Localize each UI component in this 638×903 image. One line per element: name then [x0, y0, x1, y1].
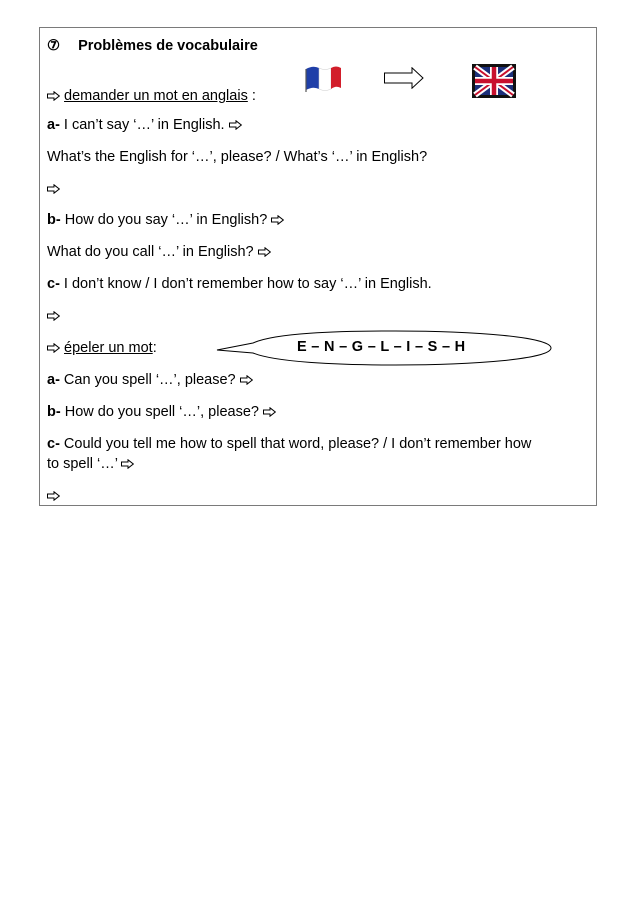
- ask-c-text: I don’t know / I don’t remember how to say ‘…’ in English.: [59, 276, 432, 292]
- french-flag-icon: [303, 63, 343, 93]
- ask-b-prefix: b-: [47, 212, 61, 228]
- ask-line-b: [47, 211, 284, 229]
- spell-b-prefix: b-: [47, 404, 61, 420]
- ask-line-a2: What’s the English for ‘…’, please? / What’s ‘…’ in English?: [47, 149, 428, 165]
- ask-word-label: demander un mot en anglais: [64, 88, 248, 104]
- ask-a-prefix: a-: [47, 117, 60, 133]
- ask-b2-text: What do you call ‘…’ in English?: [47, 244, 258, 260]
- section-title: Problèmes de vocabulaire: [78, 38, 258, 54]
- spell-c2-text: to spell ‘…’: [47, 456, 122, 472]
- spell-b-text: How do you spell ‘…’, please?: [60, 404, 263, 420]
- ask-line-b2: [47, 243, 271, 261]
- section-number: ⑦: [47, 38, 60, 54]
- spelling-example: E – N – G – L – I – S – H: [297, 339, 466, 355]
- ask-answer-line-1: [47, 180, 60, 198]
- spell-word-suffix: :: [152, 340, 157, 356]
- spell-word-label: épeler un mot: [64, 340, 153, 356]
- arrow-right-icon: [258, 247, 271, 257]
- arrow-right-icon: [271, 215, 284, 225]
- arrow-right-icon: [47, 91, 60, 101]
- spell-line-c2: [47, 455, 134, 473]
- arrow-right-icon: [47, 491, 60, 501]
- spell-line-c: [47, 435, 531, 453]
- arrow-right-icon: [229, 120, 242, 130]
- spell-line-a: [47, 371, 253, 389]
- spell-word-heading: [47, 339, 157, 357]
- big-arrow-right-icon: [384, 67, 424, 89]
- ask-answer-line-2: [47, 307, 60, 325]
- ask-a-text: I can’t say ‘…’ in English.: [59, 117, 229, 133]
- ask-line-c: [47, 275, 432, 293]
- ask-word-heading: [47, 87, 256, 105]
- spell-a-prefix: a-: [47, 372, 60, 388]
- arrow-right-icon: [47, 343, 60, 353]
- ask-c-prefix: c-: [47, 276, 60, 292]
- arrow-right-icon: [240, 375, 253, 385]
- section-title-row: [47, 37, 258, 55]
- ask-line-a: [47, 116, 242, 134]
- spell-c-text: Could you tell me how to spell that word, please? / I don’t remember how: [59, 436, 532, 452]
- spell-c-prefix: c-: [47, 436, 60, 452]
- arrow-right-icon: [47, 311, 60, 321]
- ask-word-suffix: :: [247, 88, 256, 104]
- arrow-right-icon: [47, 184, 60, 194]
- arrow-right-icon: [263, 407, 276, 417]
- uk-flag-icon: [472, 64, 516, 98]
- spell-a-text: Can you spell ‘…’, please?: [59, 372, 240, 388]
- spell-answer-line: [47, 487, 60, 505]
- spell-line-b: [47, 403, 276, 421]
- arrow-right-icon: [121, 459, 134, 469]
- ask-b-text: How do you say ‘…’ in English?: [60, 212, 272, 228]
